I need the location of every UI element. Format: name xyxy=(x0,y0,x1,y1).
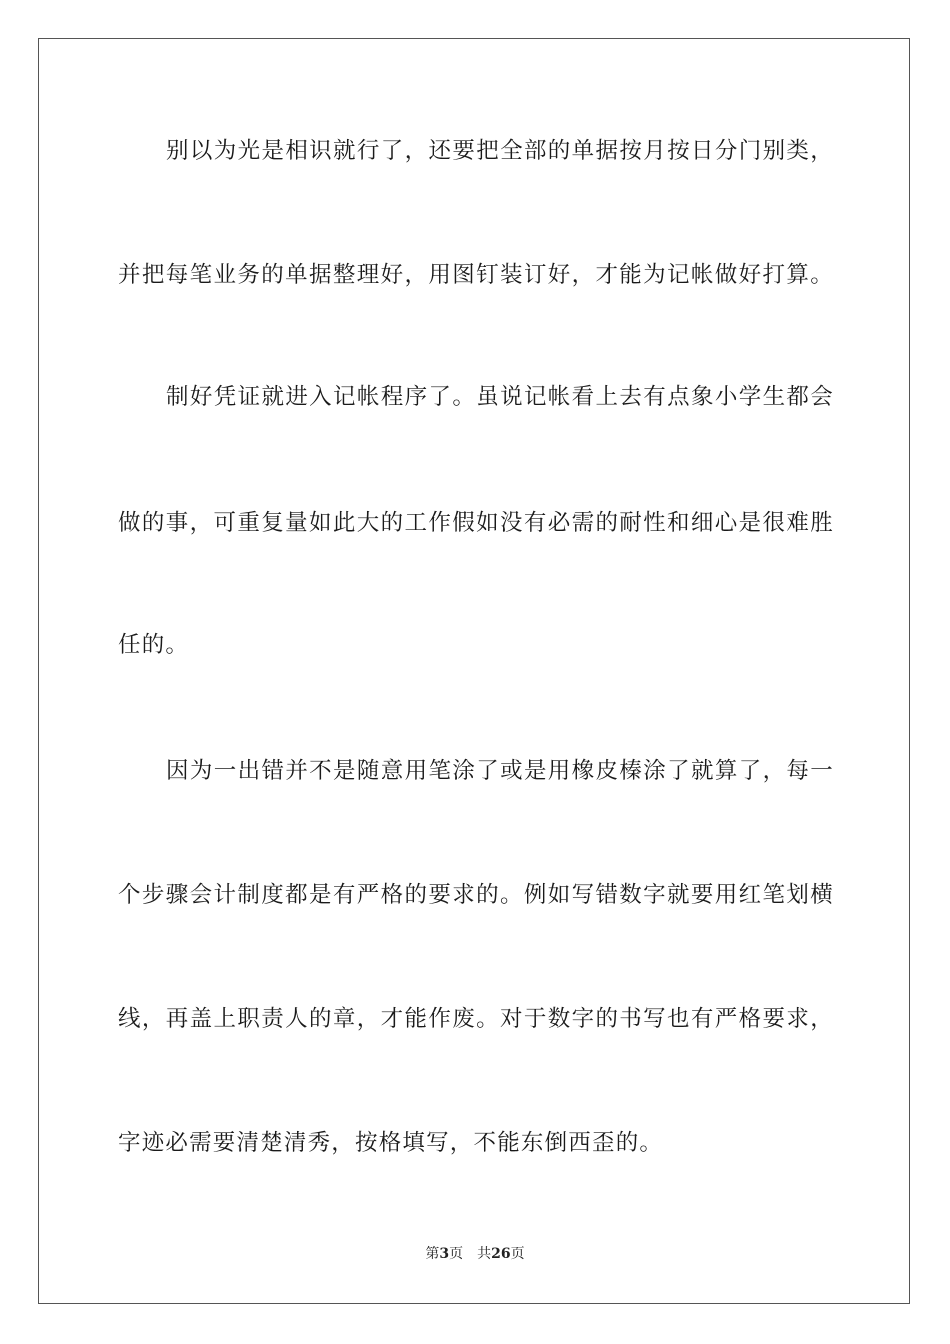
page-border xyxy=(38,38,910,1304)
paragraph-1-line-2: 并把每笔业务的单据整理好，用图钉装订好，才能为记帐做好打算。 xyxy=(118,262,834,288)
paragraph-3-line-1: 因为一出错并不是随意用笔涂了或是用橡皮榛涂了就算了，每一 xyxy=(166,758,834,784)
paragraph-2-line-3: 任的。 xyxy=(118,632,190,658)
paragraph-3-line-3: 线，再盖上职责人的章，才能作废。对于数字的书写也有严格要求， xyxy=(118,1006,834,1032)
paragraph-1-line-1: 别以为光是相识就行了，还要把全部的单据按月按日分门别类， xyxy=(166,138,834,164)
footer-page-prefix: 第 xyxy=(425,1246,440,1262)
paragraph-2-line-2: 做的事，可重复量如此大的工作假如没有必需的耐性和细心是很难胜 xyxy=(118,510,834,536)
footer-total-suffix: 页 xyxy=(510,1246,525,1262)
paragraph-3-line-2: 个步骤会计制度都是有严格的要求的。例如写错数字就要用红笔划横 xyxy=(118,882,834,908)
paragraph-3-line-4: 字迹必需要清楚清秀，按格填写，不能东倒西歪的。 xyxy=(118,1130,664,1156)
page-footer xyxy=(0,1245,950,1263)
footer-total-prefix: 共 xyxy=(477,1246,492,1262)
paragraph-2-line-1: 制好凭证就进入记帐程序了。虽说记帐看上去有点象小学生都会 xyxy=(166,384,834,410)
footer-page-number: 3 xyxy=(439,1246,450,1262)
footer-total-pages: 26 xyxy=(491,1246,511,1262)
footer-page-suffix: 页 xyxy=(449,1246,464,1262)
